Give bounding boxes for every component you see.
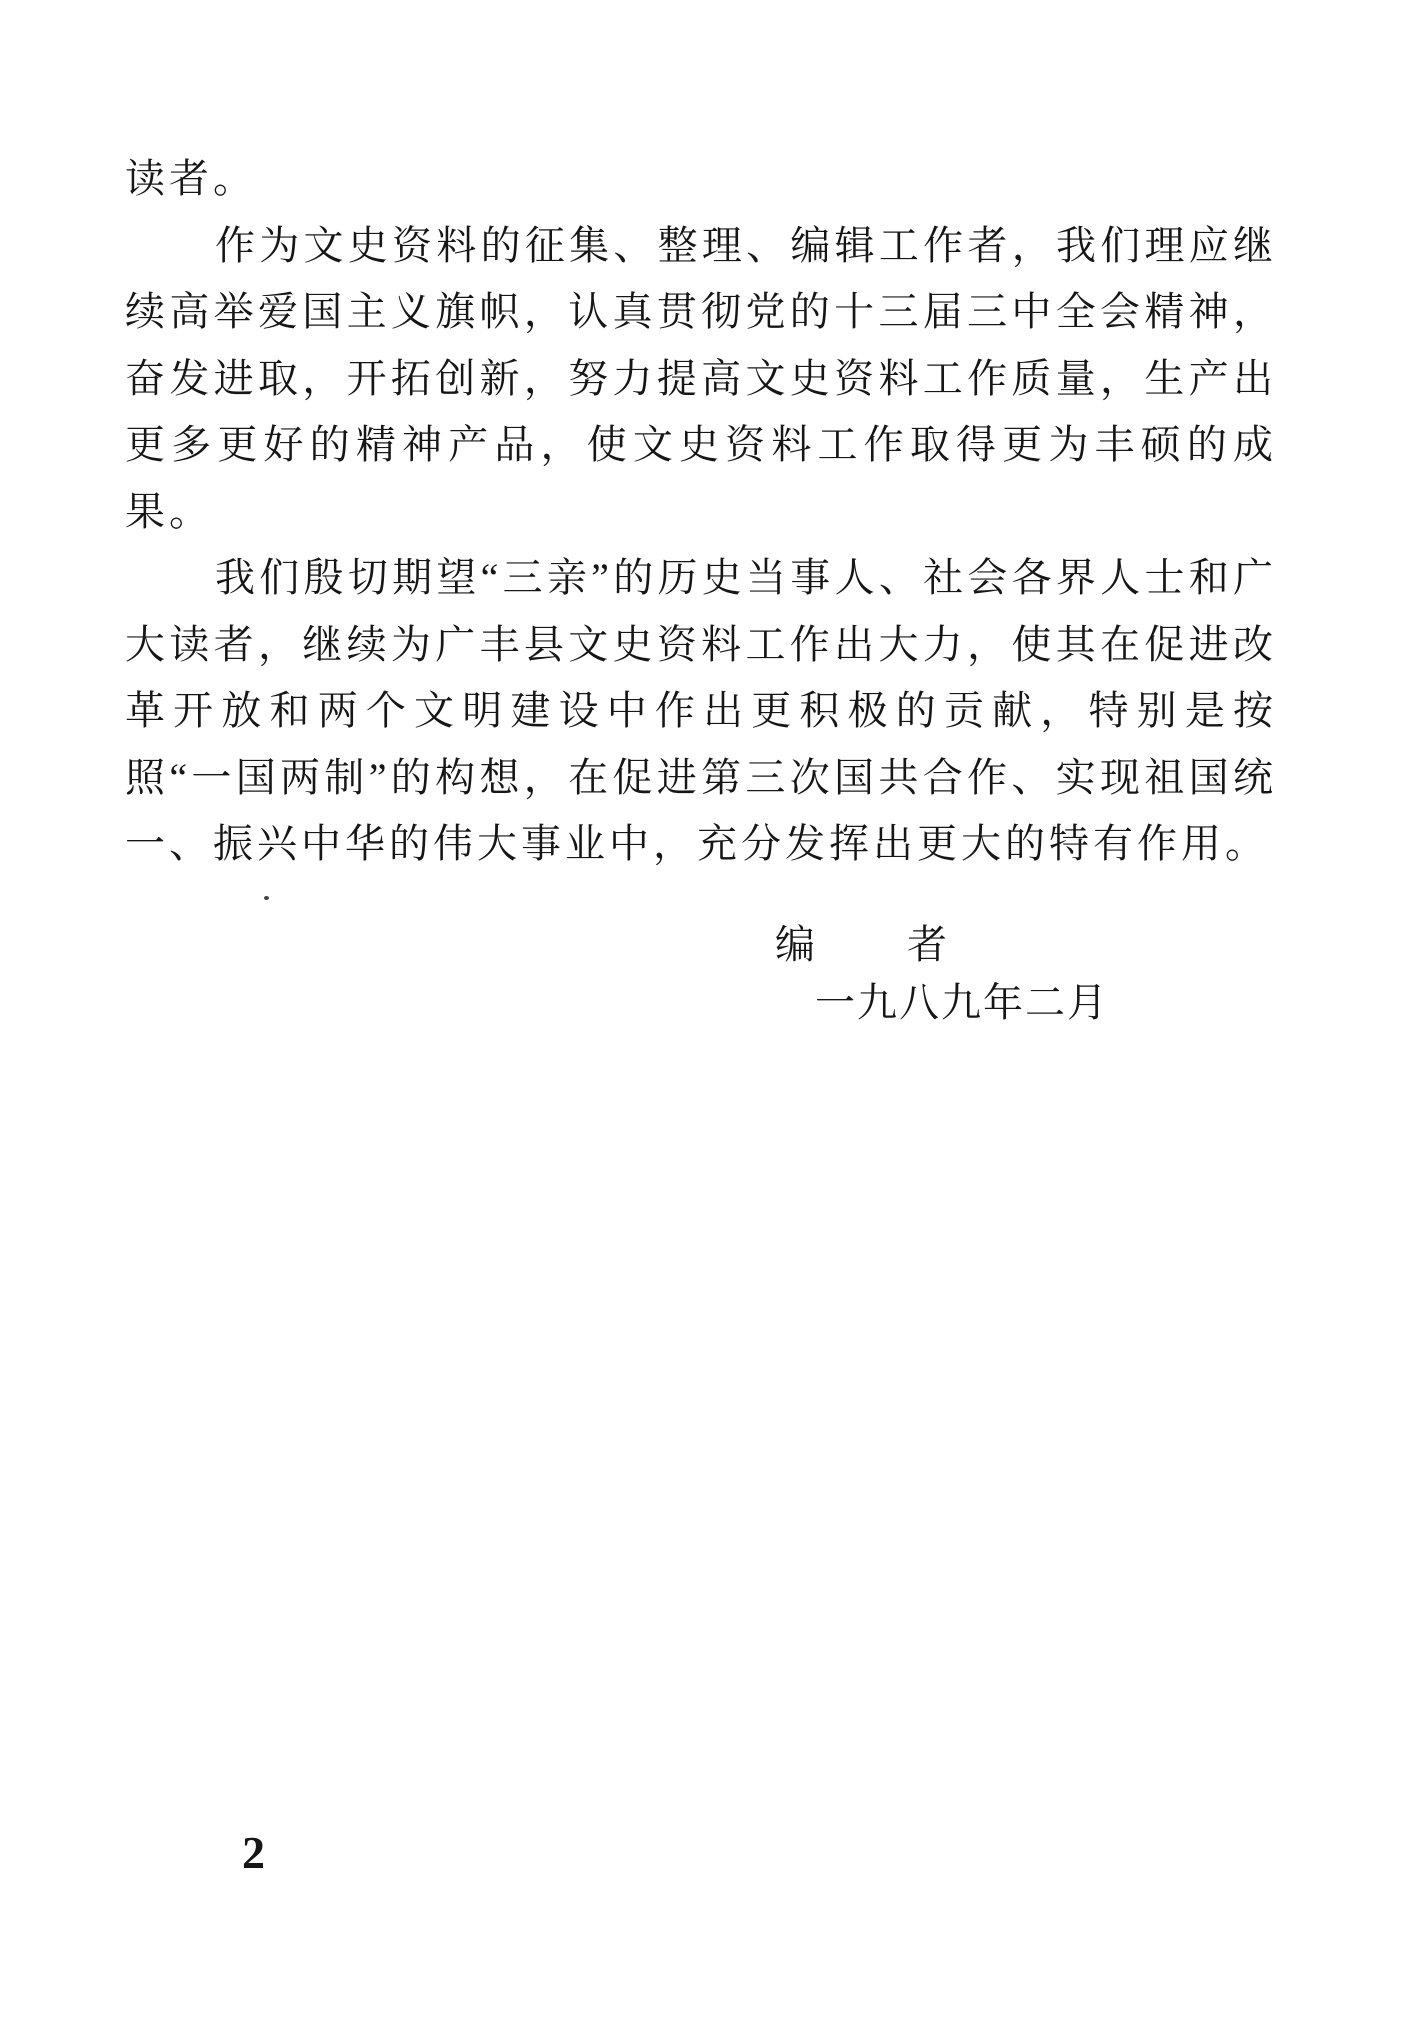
signature-editor: 编 者 <box>775 921 951 967</box>
paragraph-continuation: 读者。 <box>125 156 257 201</box>
page-number: 2 <box>242 1827 265 1878</box>
scan-speck <box>264 896 269 900</box>
paragraph-editors-duty: 作为文史资料的征集、整理、编辑工作者，我们理应继续高举爱国主义旗帜，认真贯彻党的十三届三中全会精神，奋发进取，开拓创新，努力提高文史资料工作质量，生产出更多更好的精神产品，使文史资料工作取得更为丰硕的成果。 <box>125 222 1277 534</box>
signature-block <box>125 916 1277 1032</box>
paragraph-hope: 我们殷切期望“三亲”的历史当事人、社会各界人士和广大读者，继续为广丰县文史资料工作出大力，使其在促进改革开放和两个文明建设中作出更积极的贡献，特别是按照“一国两制”的构想，在促进第三次国共合作、实现祖国统一、振兴中华的伟大事业中，充分发挥出更大的特有作用。 <box>125 555 1277 866</box>
text-block <box>125 146 1277 1032</box>
signature-date: 一九八九年二月 <box>815 979 1109 1025</box>
